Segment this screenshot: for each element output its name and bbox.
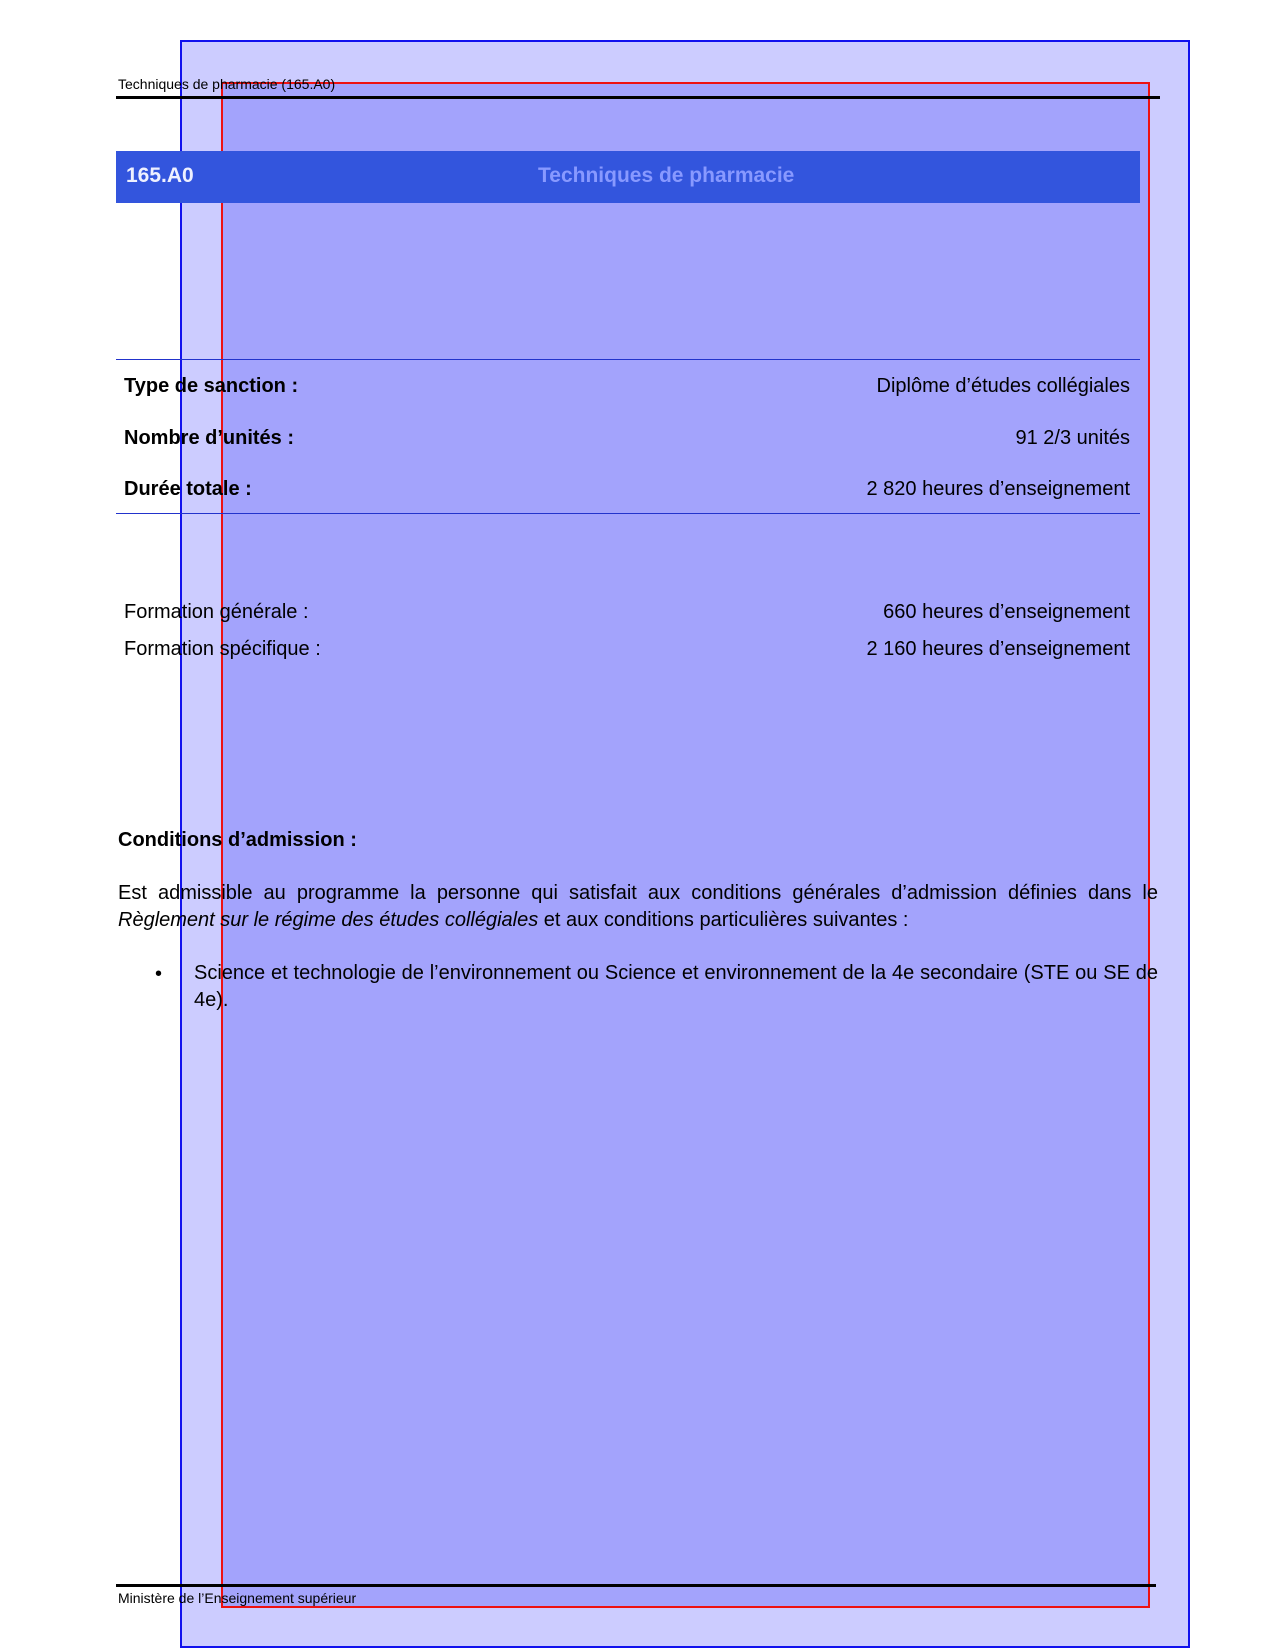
summary-top-rule — [116, 359, 1140, 360]
admission-title: Conditions d’admission : — [118, 829, 357, 851]
training-label: Formation spécifique : — [124, 638, 321, 660]
summary-value: Diplôme d’études collégiales — [876, 375, 1130, 397]
summary-value: 91 2/3 unités — [1015, 427, 1130, 449]
header-rule — [116, 96, 1160, 99]
footer-rule — [116, 1584, 1156, 1587]
admission-intro-text: Est admissible au programme la personne qui satisfait aux conditions générales d’admission définies dans le — [118, 882, 1158, 904]
training-value: 2 160 heures d’enseignement — [866, 638, 1130, 660]
program-code: 165.A0 — [126, 164, 194, 187]
footer-text: Ministère de l’Enseignement supérieur — [118, 1590, 357, 1606]
summary-row-units — [124, 426, 1130, 450]
running-header: Techniques de pharmacie (165.A0) — [118, 76, 336, 92]
regulation-title: Règlement sur le régime des études collégiales — [118, 909, 539, 931]
training-value: 660 heures d’enseignement — [883, 601, 1130, 623]
summary-value: 2 820 heures d’enseignement — [866, 478, 1130, 500]
admission-intro-tail: et aux conditions particulières suivantes : — [538, 909, 909, 931]
summary-row-sanction — [124, 374, 1130, 398]
training-row-specific — [124, 637, 1130, 661]
training-row-general — [124, 600, 1130, 624]
program-title: Techniques de pharmacie — [538, 164, 795, 187]
summary-bottom-rule — [116, 513, 1140, 514]
summary-label: Durée totale : — [124, 478, 252, 500]
training-label: Formation générale : — [124, 601, 309, 623]
admission-intro — [118, 880, 1158, 934]
program-banner — [116, 151, 1140, 203]
bullet-icon: • — [155, 963, 163, 985]
summary-label: Type de sanction : — [124, 375, 299, 397]
summary-label: Nombre d’unités : — [124, 427, 295, 449]
admission-requirement: Science et technologie de l’environnement ou Science et environnement de la 4e secondaire (STE ou SE de 4e). — [194, 962, 1158, 1011]
summary-row-duration — [124, 477, 1130, 501]
